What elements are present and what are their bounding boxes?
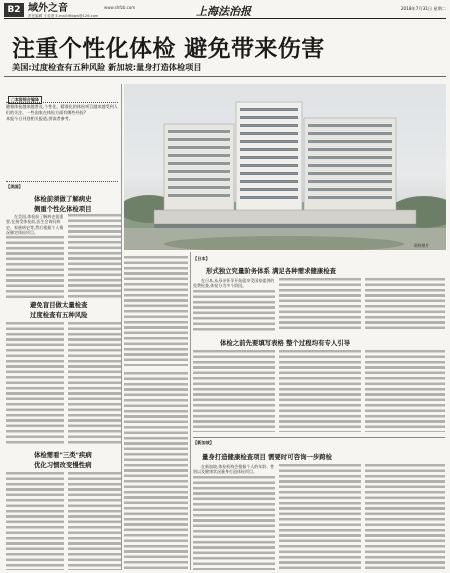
japan-text-col-e-lines: [279, 350, 361, 432]
abstract-paragraph-2: 本报今日刊登相关报道,供读者参考。: [6, 116, 73, 122]
japan-text-col-c-lines: [365, 278, 445, 332]
masthead: [4, 3, 446, 19]
main-headline: 注重个性化体检 避免带来伤害: [12, 36, 325, 62]
middle-text-col-lines: [124, 372, 188, 570]
website-url: www.shfzb.com: [104, 5, 136, 10]
usa-head-4: 过度检查有五种风险: [30, 311, 88, 319]
column-rule-middle: [190, 252, 191, 570]
usa-section-tag: 【美国】: [6, 184, 23, 189]
singapore-text-lead: [193, 464, 275, 474]
column-rule-left: [121, 84, 122, 570]
japan-text-col-a-lines: [193, 290, 275, 332]
singapore-section-tag: 【新加坡】: [193, 440, 214, 445]
paper-title: 上海法治报: [196, 5, 251, 18]
japan-text-col-b-lines: [279, 278, 361, 332]
photo-caption: 资料照片: [414, 243, 430, 248]
usa-head-3: 避免盲目做太量检查: [30, 301, 88, 309]
japan-text-col-2-lines: [68, 472, 122, 570]
usa-head-1: 体检前须做了解病史: [34, 195, 92, 203]
japan-lead-paragraph: 在日本,从母亲怀孕开始就享受国家提供的免费检查,体检分为多个阶段。: [193, 278, 275, 288]
byline: □本报综合编译: [8, 96, 42, 104]
usa-head-2: 侧重个性化体检项目: [34, 205, 92, 213]
singapore-lead-paragraph: 在新加坡,体检机构会根据个人的年龄、性别以及健康状况量身打造体检项目。: [193, 464, 275, 474]
hospital-building-illustration: [124, 84, 446, 250]
singapore-text-col-c-lines: [365, 464, 445, 570]
japan-top-head: 形式独立究量阶务体系 满足各种需求健康检查: [206, 267, 337, 275]
japan-text-lead: [193, 278, 275, 288]
usa-text-col-1-lines: [6, 236, 64, 298]
abstract-paragraph-1: 随着体检越来越普及,个性化、精准化的体检项目越来越受到人们的关注。一些国家在体检方面有哪些经验?: [6, 104, 118, 115]
singapore-text-col-b-lines: [279, 464, 361, 570]
usa-text-col-4-lines: [68, 322, 122, 446]
japan-text-col-1-lines: [6, 472, 64, 570]
japan-section-tag: 【日本】: [193, 256, 210, 261]
singapore-text-col-a-lines: [193, 476, 275, 570]
issue-date: 2018年7月31日 星期二: [400, 6, 446, 11]
singapore-divider: [193, 437, 445, 438]
editors-line: 责任编辑 王若虚 E-mail:lftbgw@126.com: [28, 14, 99, 18]
usa-text-col-3-lines: [6, 322, 64, 446]
sub-headline: 美国:过度检查有五种风险 新加坡:量身打造体检项目: [12, 62, 202, 72]
abstract-box: [6, 102, 118, 182]
usa-text-col-5-lines: [124, 256, 188, 366]
japan-mid-head: 体检之前先要填写表格 整个过程均有专人引导: [220, 339, 351, 347]
japan-text-col-d-lines: [193, 350, 275, 432]
japan-head-1: 体检需看"三类"疾病: [34, 451, 92, 459]
page-number-logo: B2: [4, 3, 24, 17]
usa-lead-paragraph: 在美国,体检前了解病史很重要,在接受体检前,医生会询问病史、家族病史等,然后根据个人情况制定体检项目。: [6, 214, 64, 236]
japan-head-2: 优化习惯改变慢性病: [34, 461, 92, 469]
headline-divider: [4, 76, 446, 77]
section-name: 域外之音: [28, 3, 68, 14]
singapore-head: 量身打造健康检查项目 需要时可咨询一步跨检: [202, 453, 333, 461]
japan-text-col-f-lines: [365, 350, 445, 432]
hospital-photo: [124, 84, 446, 250]
usa-text-col-2-lines: [68, 214, 122, 298]
